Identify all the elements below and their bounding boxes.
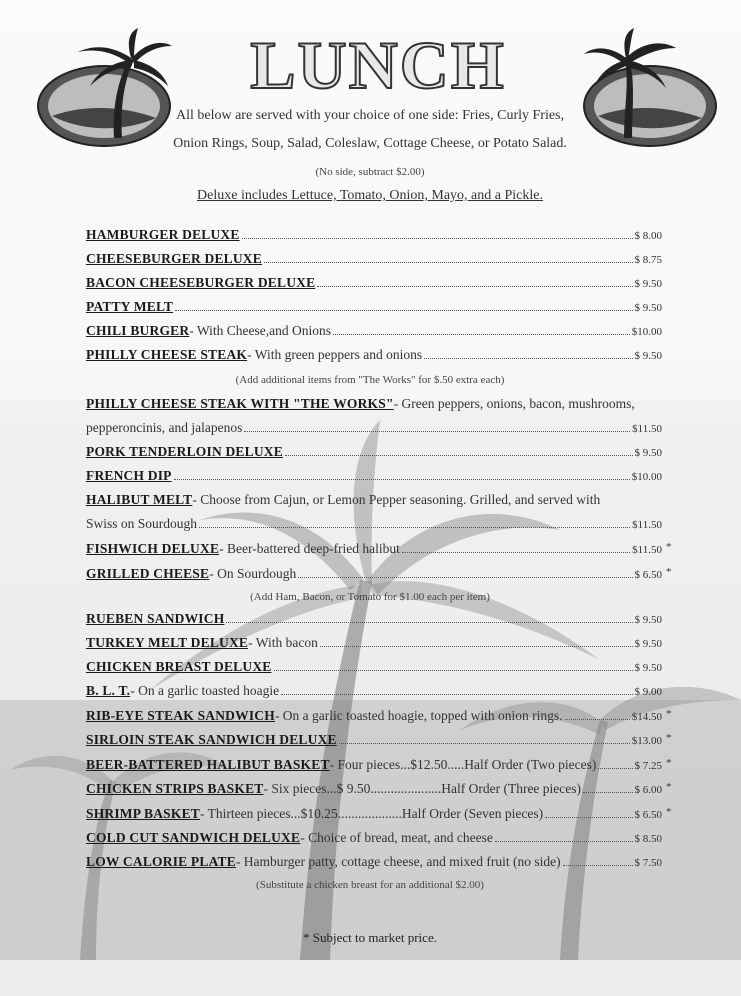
item-description: - On a garlic toasted hoagie, topped with onion rings. — [274, 708, 563, 723]
item-price: $ 9.50 — [634, 638, 662, 650]
market-price-asterisk: * — [666, 708, 672, 720]
leader-dots — [495, 841, 633, 842]
item-name: FRENCH DIP — [86, 468, 172, 483]
leader-dots — [333, 334, 630, 335]
item-description: - Thirteen pieces...$10.25...................Half Order (Seven pieces) — [200, 806, 544, 821]
leader-dots — [242, 238, 633, 239]
menu-item — [86, 275, 662, 295]
item-price: $14.50 — [631, 711, 662, 723]
palm-island-logo-left — [34, 28, 174, 148]
item-description: - With bacon — [248, 635, 318, 650]
substitute-note: (Substitute a chicken breast for an additional $2.00) — [256, 879, 484, 891]
item-description: - Six pieces...$ 9.50.....................Half Order (Three pieces) — [263, 781, 582, 796]
menu-item — [86, 708, 672, 728]
menu-item — [86, 611, 662, 631]
menu-item-continued — [86, 420, 662, 440]
leader-dots — [402, 552, 630, 553]
works-note: (Add additional items from "The Works" for $.50 extra each) — [235, 374, 505, 386]
market-price-asterisk: * — [666, 566, 672, 578]
leader-dots — [339, 743, 630, 744]
item-name: HALIBUT MELT — [86, 492, 193, 507]
item-description: - With green peppers and onions — [247, 347, 423, 362]
menu-item — [86, 854, 662, 874]
leader-dots — [175, 310, 632, 311]
menu-item — [86, 732, 672, 752]
leader-dots — [424, 358, 632, 359]
item-description: - On a garlic toasted hoagie — [130, 683, 280, 698]
item-name: SHRIMP BASKET — [86, 806, 201, 821]
item-price: $ 9.50 — [634, 662, 662, 674]
item-name: FISHWICH DELUXE — [86, 541, 220, 556]
menu-item — [86, 541, 672, 561]
no-side-note: (No side, subtract $2.00) — [315, 166, 425, 178]
item-price: $ 7.50 — [634, 857, 662, 869]
leader-dots — [264, 262, 633, 263]
leader-dots — [563, 865, 633, 866]
leader-dots — [545, 817, 632, 818]
item-name: CHICKEN STRIPS BASKET — [86, 781, 264, 796]
lunch-title-logo — [232, 28, 524, 100]
add-ons-note: (Add Ham, Bacon, or Tomato for $1.00 each per item) — [250, 591, 490, 603]
leader-dots — [174, 479, 630, 480]
leader-dots — [565, 719, 630, 720]
item-price: $11.50 — [632, 544, 662, 556]
menu-item — [86, 781, 672, 801]
item-name: CHEESEBURGER DELUXE — [86, 251, 262, 266]
menu-item — [86, 659, 662, 679]
market-price-footnote: * Subject to market price. — [303, 930, 437, 945]
palm-island-logo-right — [580, 28, 720, 148]
menu-item — [86, 635, 662, 655]
item-name: B. L. T. — [86, 683, 131, 698]
menu-item — [86, 757, 672, 777]
item-description: - Green peppers, onions, bacon, mushrooms, — [393, 396, 635, 411]
item-description: - Four pieces...$12.50.....Half Order (Two pieces) — [329, 757, 597, 772]
menu-item — [86, 299, 662, 319]
market-price-asterisk: * — [666, 757, 672, 769]
leader-dots — [285, 455, 633, 456]
item-description: - With Cheese,and Onions — [189, 323, 331, 338]
leader-dots — [298, 577, 632, 578]
market-price-asterisk: * — [666, 781, 672, 793]
menu-item — [86, 227, 662, 247]
menu-item — [86, 347, 662, 367]
menu-item — [86, 566, 672, 586]
menu-item — [86, 323, 662, 343]
item-price: $ 7.25 — [634, 760, 662, 772]
item-name: RUEBEN SANDWICH — [86, 611, 225, 626]
sides-intro-line-1: All below are served with your choice of one side: Fries, Curly Fries, — [175, 108, 565, 123]
item-description: - Choose from Cajun, or Lemon Pepper seasoning. Grilled, and served with — [192, 492, 601, 507]
item-name: PATTY MELT — [86, 299, 174, 314]
deluxe-note: Deluxe includes Lettuce, Tomato, Onion, Mayo, and a Pickle. — [197, 188, 543, 203]
item-name: RIB-EYE STEAK SANDWICH — [86, 708, 275, 723]
item-name: TURKEY MELT DELUXE — [86, 635, 249, 650]
market-price-asterisk: * — [666, 806, 672, 818]
item-price: $ 8.75 — [634, 254, 662, 266]
leader-dots — [598, 768, 632, 769]
item-price: $ 9.50 — [634, 350, 662, 362]
item-description: - On Sourdough — [209, 566, 297, 581]
menu-item — [86, 492, 662, 512]
market-price-asterisk: * — [666, 732, 672, 744]
item-name: CHILI BURGER — [86, 323, 190, 338]
item-name: CHICKEN BREAST DELUXE — [86, 659, 272, 674]
item-name: BEER-BATTERED HALIBUT BASKET — [86, 757, 330, 772]
item-price: $ 6.50 — [634, 569, 662, 581]
item-name: BACON CHEESEBURGER DELUXE — [86, 275, 316, 290]
item-price: $ 8.50 — [634, 833, 662, 845]
item-price: $10.00 — [631, 326, 662, 338]
menu-item — [86, 468, 662, 488]
svg-text:LUNCH: LUNCH — [250, 28, 506, 100]
menu-item — [86, 444, 662, 464]
item-price: $ 9.00 — [634, 686, 662, 698]
item-name: COLD CUT SANDWICH DELUXE — [86, 830, 301, 845]
item-price: $ 9.50 — [634, 614, 662, 626]
item-price: $13.00 — [631, 735, 662, 747]
item-price: $ 8.00 — [634, 230, 662, 242]
item-price: $ 9.50 — [634, 278, 662, 290]
menu-item-continued — [86, 516, 662, 536]
leader-dots — [244, 431, 630, 432]
market-price-asterisk: * — [666, 541, 672, 553]
item-price: $11.50 — [632, 519, 662, 531]
item-description: - Choice of bread, meat, and cheese — [300, 830, 493, 845]
leader-dots — [274, 670, 633, 671]
leader-dots — [583, 792, 632, 793]
menu-item — [86, 806, 672, 826]
item-price: $ 9.50 — [634, 302, 662, 314]
item-description-continued: Swiss on Sourdough — [86, 516, 198, 531]
item-description-continued: pepperoncinis, and jalapenos — [86, 420, 243, 435]
item-price: $ 9.50 — [634, 447, 662, 459]
item-name: GRILLED CHEESE — [86, 566, 210, 581]
leader-dots — [199, 527, 630, 528]
leader-dots — [320, 646, 633, 647]
sides-intro-line-2: Onion Rings, Soup, Salad, Coleslaw, Cottage Cheese, or Potato Salad. — [173, 136, 567, 151]
leader-dots — [226, 622, 632, 623]
item-name: PHILLY CHEESE STEAK — [86, 347, 248, 362]
leader-dots — [317, 286, 632, 287]
item-price: $ 6.50 — [634, 809, 662, 821]
menu-item — [86, 396, 662, 416]
item-name: PORK TENDERLOIN DELUXE — [86, 444, 283, 459]
item-name: PHILLY CHEESE STEAK WITH "THE WORKS" — [86, 396, 394, 411]
item-price: $10.00 — [631, 471, 662, 483]
menu-item — [86, 251, 662, 271]
item-description: - Hamburger patty, cottage cheese, and mixed fruit (no side) — [235, 854, 561, 869]
item-name: LOW CALORIE PLATE — [86, 854, 236, 869]
leader-dots — [281, 694, 632, 695]
menu-item — [86, 830, 662, 850]
menu-item — [86, 683, 662, 703]
item-price: $ 6.00 — [634, 784, 662, 796]
item-price: $11.50 — [632, 423, 662, 435]
item-name: HAMBURGER DELUXE — [86, 227, 240, 242]
item-description: - Beer-battered deep-fried halibut — [219, 541, 400, 556]
item-name: SIRLOIN STEAK SANDWICH DELUXE — [86, 732, 337, 747]
